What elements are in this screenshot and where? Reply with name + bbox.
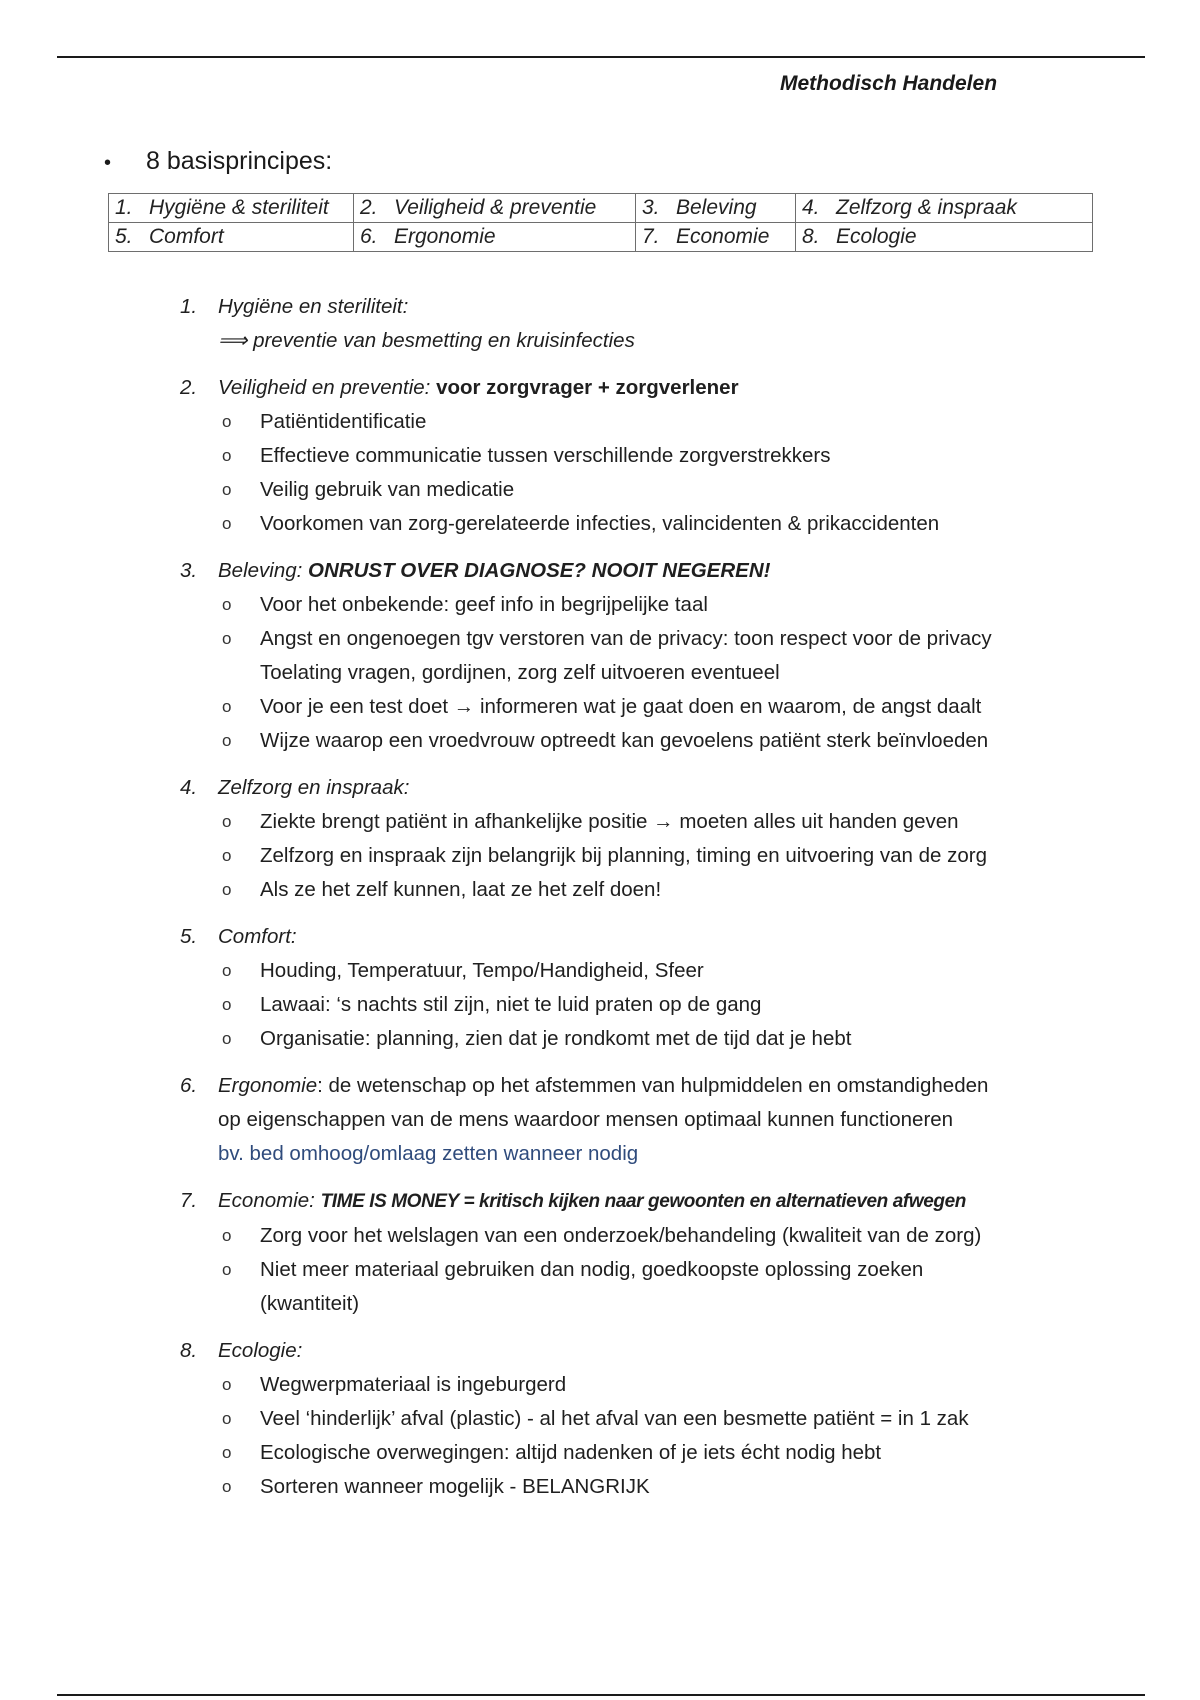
list-item-continuation: Toelating vragen, gordijnen, zorg zelf uitvoeren eventueel [260,661,780,684]
circle-bullet-icon: o [222,446,232,465]
list-item: o Wegwerpmateriaal is ingeburgerd [218,1368,1100,1402]
list-item: o Als ze het zelf kunnen, laat ze het zelf doen! [218,873,1100,907]
intro-text: 8 basisprincipes: [146,147,333,175]
header-rule [57,56,1145,58]
list-item: o Voorkomen van zorg-gerelateerde infecties, valincidenten & prikaccidenten [218,507,1100,541]
circle-bullet-icon: o [222,514,232,533]
table-row [109,223,1093,252]
circle-bullet-icon: o [222,595,232,614]
section-title: Zelfzorg en inspraak: [218,776,410,799]
running-title: Methodisch Handelen [780,72,998,95]
list-item: o Sorteren wanneer mogelijk - BELANGRIJK [218,1470,1100,1504]
footer-rule [57,1694,1145,1696]
list-item: o Houding, Temperatuur, Tempo/Handigheid, Sfeer [218,954,1100,988]
list-item-continuation: (kwantiteit) [260,1292,360,1315]
list-item: o Niet meer materiaal gebruiken dan nodig, goedkoopste oplossing zoeken [218,1253,1100,1287]
circle-bullet-icon: o [222,480,232,499]
circle-bullet-icon: o [222,697,232,716]
list-item: o Zorg voor het welslagen van een onderzoek/behandeling (kwaliteit van de zorg) [218,1219,1100,1253]
table-cell: 7. Economie [636,223,796,252]
section-title: Comfort: [218,925,297,948]
circle-bullet-icon: o [222,412,232,431]
list-item: o Veel ‘hinderlijk’ afval (plastic) - al het afval van een besmette patiënt = in 1 zak [218,1402,1100,1436]
section-ergonomie: 6. Ergonomie: de wetenschap op het afstemmen van hulpmiddelen en omstandigheden op eigenschappen van de mens waardoor mensen optimaal kunnen functioneren bv. bed omhoog/omlaag zetten wanneer nodig [180,1069,1100,1171]
table-row [109,194,1093,223]
circle-bullet-icon: o [222,961,232,980]
circle-bullet-icon: o [222,812,232,831]
bullet-icon: • [104,152,112,174]
section-title: Hygiëne en steriliteit: [218,295,409,318]
section-comfort: 5. Comfort: o Houding, Temperatuur, Tempo/Handigheid, Sfeer o Lawaai: ‘s nachts stil zijn, niet te luid praten op de gang o Organisatie: planning, zien dat je rondkomt met de tijd dat je hebt [180,920,1100,1056]
circle-bullet-icon: o [222,995,232,1014]
circle-bullet-icon: o [222,880,232,899]
list-item: o Voor het onbekende: geef info in begrijpelijke taal [218,588,1100,622]
list-item: o Veilig gebruik van medicatie [218,473,1100,507]
circle-bullet-icon: o [222,1029,232,1048]
circle-bullet-icon: o [222,629,232,648]
section-title: Ecologie: [218,1339,303,1362]
circle-bullet-icon: o [222,1477,232,1496]
list-item: o Effectieve communicatie tussen verschillende zorgverstrekkers [218,439,1100,473]
principles-table [108,193,1093,252]
table-cell: 1. Hygiëne & steriliteit [109,194,354,223]
list-item: o Zelfzorg en inspraak zijn belangrijk bij planning, timing en uitvoering van de zorg [218,839,1100,873]
section-title: Economie: TIME IS MONEY = kritisch kijken naar gewoonten en alternatieven afwegen [218,1189,966,1212]
section-ecologie: 8. Ecologie: o Wegwerpmateriaal is ingeburgerd o Veel ‘hinderlijk’ afval (plastic) - al het afval van een besmette patiënt = in 1 zak o Ecologische overwegingen: altijd nadenken of je iets écht nodig hebt o Sorteren wanneer mogelijk - BELANGRIJK [180,1334,1100,1504]
list-item: o Ziekte brengt patiënt in afhankelijke positie → moeten alles uit handen geven [218,805,1100,839]
section-zelfzorg: 4. Zelfzorg en inspraak: o Ziekte brengt patiënt in afhankelijke positie → moeten alles uit handen geven o Zelfzorg en inspraak zijn belangrijk bij planning, timing en uitvoering van de zorg o Als ze het zelf kunnen, laat ze het zelf doen! [180,771,1100,907]
principles-list [180,290,1100,1517]
section-note: ⟹ preventie van besmetting en kruisinfecties [218,329,635,352]
circle-bullet-icon: o [222,731,232,750]
circle-bullet-icon: o [222,1260,232,1279]
circle-bullet-icon: o [222,1409,232,1428]
list-item: o Wijze waarop een vroedvrouw optreedt kan gevoelens patiënt sterk beïnvloeden [218,724,1100,758]
list-item: o Organisatie: planning, zien dat je rondkomt met de tijd dat je hebt [218,1022,1100,1056]
section-economie: 7. Economie: TIME IS MONEY = kritisch kijken naar gewoonten en alternatieven afwegen o Zorg voor het welslagen van een onderzoek/behandeling (kwaliteit van de zorg) o Niet meer materiaal gebruiken dan nodig, goedkoopste oplossing zoeken (kwantiteit) [180,1184,1100,1321]
circle-bullet-icon: o [222,846,232,865]
table-cell: 4. Zelfzorg & inspraak [796,194,1093,223]
list-item: o Voor je een test doet → informeren wat je gaat doen en waarom, de angst daalt [218,690,1100,724]
table-cell: 3. Beleving [636,194,796,223]
section-example: bv. bed omhoog/omlaag zetten wanneer nodig [218,1142,639,1165]
table-cell: 2. Veiligheid & preventie [354,194,636,223]
list-item: o Patiëntidentificatie [218,405,1100,439]
circle-bullet-icon: o [222,1443,232,1462]
list-item: o Ecologische overwegingen: altijd nadenken of je iets écht nodig hebt [218,1436,1100,1470]
section-title: Ergonomie: de wetenschap op het afstemmen van hulpmiddelen en omstandigheden [218,1074,989,1097]
circle-bullet-icon: o [222,1226,232,1245]
section-title: Beleving: ONRUST OVER DIAGNOSE? NOOIT NEGEREN! [218,559,771,582]
section-veiligheid: 2. Veiligheid en preventie: voor zorgvrager + zorgverlener o Patiëntidentificatie o Effectieve communicatie tussen verschillende zorgverstrekkers o Veilig gebruik van medicatie o Voorkomen van zorg-gerelateerde infecties, valincidenten & prikaccidenten [180,371,1100,541]
section-title: Veiligheid en preventie: voor zorgvrager + zorgverlener [218,376,739,399]
section-beleving: 3. Beleving: ONRUST OVER DIAGNOSE? NOOIT NEGEREN! o Voor het onbekende: geef info in begrijpelijke taal o Angst en ongenoegen tgv verstoren van de privacy: toon respect voor de privacy Toelating vragen, gordijnen, zorg zelf uitvoeren eventueel o Voor je een test doet → informeren wat je gaat doen en waarom, de angst daalt o Wijze waarop een vroedvrouw optreedt kan gevoelens patiënt sterk beïnvloeden [180,554,1100,758]
list-item: o Lawaai: ‘s nachts stil zijn, niet te luid praten op de gang [218,988,1100,1022]
table-cell: 8. Ecologie [796,223,1093,252]
section-text: op eigenschappen van de mens waardoor mensen optimaal kunnen functioneren [218,1108,954,1131]
list-item: o Angst en ongenoegen tgv verstoren van de privacy: toon respect voor de privacy [218,622,1100,656]
section-hygiene: 1. Hygiëne en steriliteit: ⟹ preventie van besmetting en kruisinfecties [180,290,1100,358]
intro-line [104,147,332,176]
table-cell: 6. Ergonomie [354,223,636,252]
circle-bullet-icon: o [222,1375,232,1394]
table-cell: 5. Comfort [109,223,354,252]
